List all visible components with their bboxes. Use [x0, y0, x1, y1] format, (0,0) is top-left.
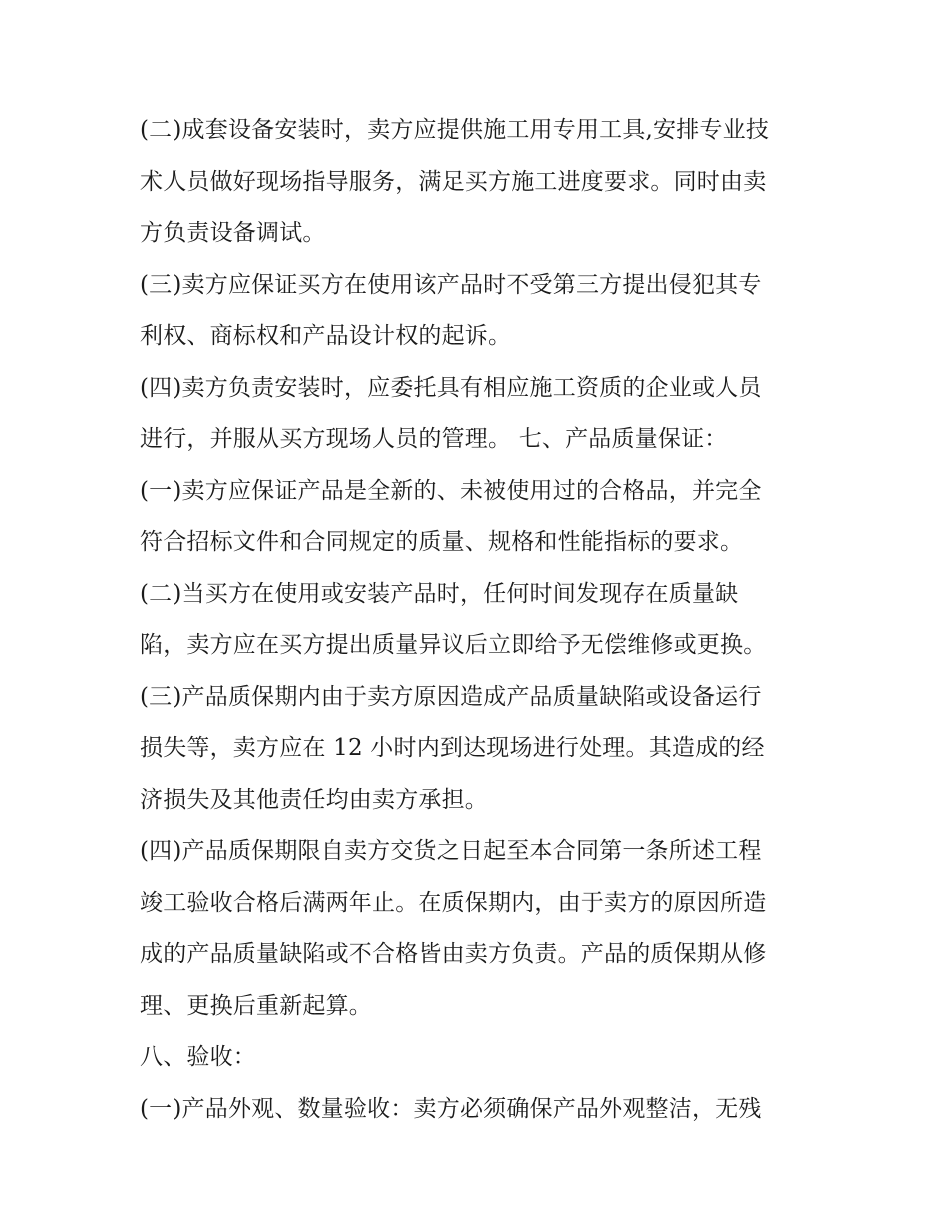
- text-line: (二)成套设备安装时，卖方应提供施工用专用工具,安排专业技: [140, 117, 770, 143]
- text-line: 陷，卖方应在买方提出质量异议后立即给予无偿维修或更换。: [140, 632, 767, 658]
- section-heading: 八、验收：: [140, 1044, 256, 1070]
- text-line: 符合招标文件和合同规定的质量、规格和性能指标的要求。: [140, 529, 744, 555]
- text-line: (四)卖方负责安装时，应委托具有相应施工资质的企业或人员: [140, 374, 762, 401]
- text-line: 理、更换后重新起算。: [140, 992, 372, 1019]
- text-line: (三)产品质保期内由于卖方原因造成产品质量缺陷或设备运行: [140, 683, 762, 710]
- text-line: 利权、商标权和产品设计权的起诉。: [140, 323, 512, 349]
- text-line: 术人员做好现场指导服务，满足买方施工进度要求。同时由卖: [140, 168, 767, 195]
- text-line: (一)卖方应保证产品是全新的、未被使用过的合格品，并完全: [140, 477, 762, 504]
- text-line: (二)当买方在使用或安装产品时，任何时间发现存在质量缺: [140, 580, 739, 607]
- text-line: (三)卖方应保证买方在使用该产品时不受第三方提出侵犯其专: [140, 271, 762, 298]
- text-line: 方负责设备调试。: [140, 220, 326, 246]
- text-line: 济损失及其他责任均由卖方承担。: [140, 786, 488, 813]
- text-line: (四)产品质保期限自卖方交货之日起至本合同第一条所述工程: [140, 838, 762, 864]
- text-line: (一)产品外观、数量验收：卖方必须确保产品外观整洁，无残: [140, 1095, 762, 1122]
- text-line: 竣工验收合格后满两年止。在质保期内，由于卖方的原因所造: [140, 889, 767, 916]
- text-line: 进行，并服从买方现场人员的管理。 七、产品质量保证：: [140, 426, 728, 452]
- text-line: 损失等，卖方应在 12 小时内到达现场进行处理。其造成的经: [140, 735, 765, 761]
- text-line: 成的产品质量缺陷或不合格皆由卖方负责。产品的质保期从修: [140, 941, 767, 967]
- document-body: [140, 105, 820, 1135]
